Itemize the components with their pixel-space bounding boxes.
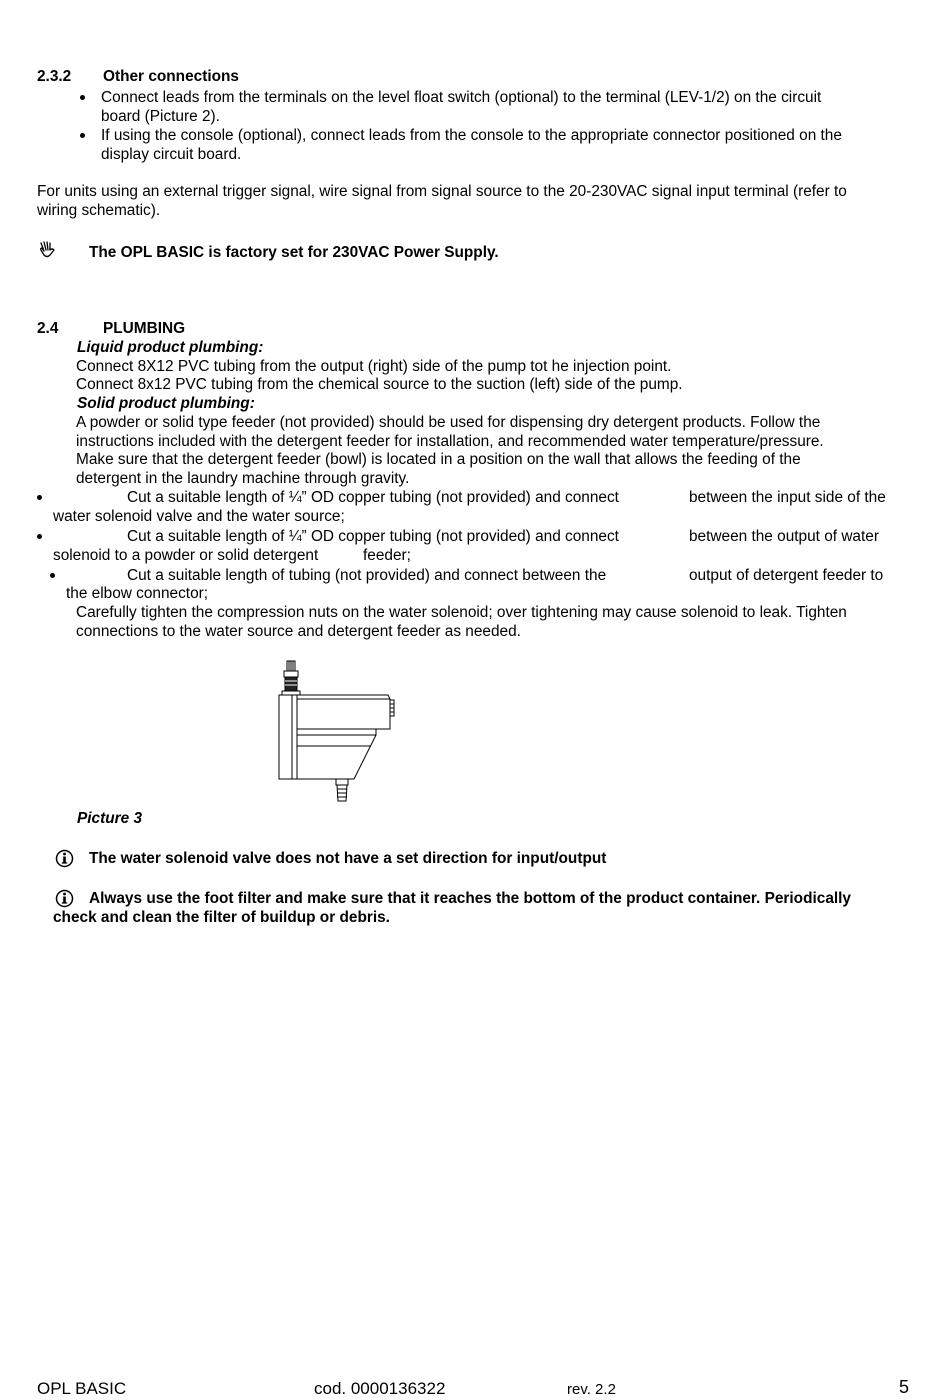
paragraph: connections to the water source and detergent feeder as needed. xyxy=(76,623,521,640)
bullet-text: between the input side of the xyxy=(689,489,886,506)
note-text: The water solenoid valve does not have a set direction for input/output xyxy=(89,850,607,867)
info-icon xyxy=(55,889,74,908)
section-number: 2.4 xyxy=(37,320,59,337)
bullet-text: board (Picture 2). xyxy=(101,108,220,125)
paragraph: Carefully tighten the compression nuts on the water solenoid; over tightening may cause solenoid to leak. Tighten xyxy=(76,604,847,621)
bullet-text: water solenoid valve and the water source; xyxy=(53,508,345,525)
bullet-text: Cut a suitable length of ¼” OD copper tubing (not provided) and connect xyxy=(127,489,619,506)
subheading: Liquid product plumbing: xyxy=(77,339,264,356)
bullet-dot xyxy=(37,495,42,500)
section-title: Other connections xyxy=(103,68,239,85)
section-title: PLUMBING xyxy=(103,320,186,337)
bullet-text: the elbow connector; xyxy=(66,585,209,602)
paragraph: Connect 8x12 PVC tubing from the chemical source to the suction (left) side of the pump. xyxy=(76,376,683,393)
bullet-text: Connect leads from the terminals on the level float switch (optional) to the terminal (LEV-1/2) on the circuit xyxy=(101,89,822,106)
bullet-dot xyxy=(50,573,55,578)
bullet-text: display circuit board. xyxy=(101,146,242,163)
bullet-text: between the output of water xyxy=(689,528,879,545)
bullet-dot xyxy=(80,133,85,138)
bullet-text: output of detergent feeder to xyxy=(689,567,884,584)
paragraph: Connect 8X12 PVC tubing from the output (right) side of the pump tot he injection point. xyxy=(76,358,672,375)
bullet-text: Cut a suitable length of tubing (not provided) and connect between the xyxy=(127,567,607,584)
solenoid-valve-figure xyxy=(270,655,410,807)
paragraph: detergent in the laundry machine through gravity. xyxy=(76,470,410,487)
paragraph: Make sure that the detergent feeder (bowl) is located in a position on the wall that allows the feeding of the xyxy=(76,451,801,468)
note-text: Always use the foot filter and make sure that it reaches the bottom of the product container. Periodically xyxy=(89,890,851,907)
bullet-text: Cut a suitable length of ¼” OD copper tubing (not provided) and connect xyxy=(127,528,619,545)
paragraph: A powder or solid type feeder (not provided) should be used for dispensing dry detergent products. Follow the xyxy=(76,414,821,431)
bullet-text: If using the console (optional), connect leads from the console to the appropriate connector positioned on the xyxy=(101,127,842,144)
paragraph: wiring schematic). xyxy=(37,202,161,219)
bullet-dot xyxy=(37,534,42,539)
bullet-dot xyxy=(80,95,85,100)
bullet-text: feeder; xyxy=(363,547,411,564)
section-number: 2.3.2 xyxy=(37,68,72,85)
note-text: check and clean the filter of buildup or debris. xyxy=(53,909,390,926)
subheading: Solid product plumbing: xyxy=(77,395,255,412)
paragraph: For units using an external trigger signal, wire signal from signal source to the 20-230VAC signal input terminal (refer to xyxy=(37,183,847,200)
footer-product: OPL BASIC xyxy=(37,1379,127,1398)
paragraph: instructions included with the detergent feeder for installation, and recommended water temperature/pressure. xyxy=(76,433,824,450)
bullet-text: solenoid to a powder or solid detergent xyxy=(53,547,319,564)
footer-code: cod. 0000136322 xyxy=(314,1379,446,1398)
figure-caption: Picture 3 xyxy=(77,810,143,827)
info-icon xyxy=(55,849,74,868)
footer-revision: rev. 2.2 xyxy=(567,1381,616,1398)
warning-text: The OPL BASIC is factory set for 230VAC Power Supply. xyxy=(89,244,499,261)
page-number: 5 xyxy=(899,1377,910,1397)
hand-warning-icon xyxy=(37,240,57,260)
